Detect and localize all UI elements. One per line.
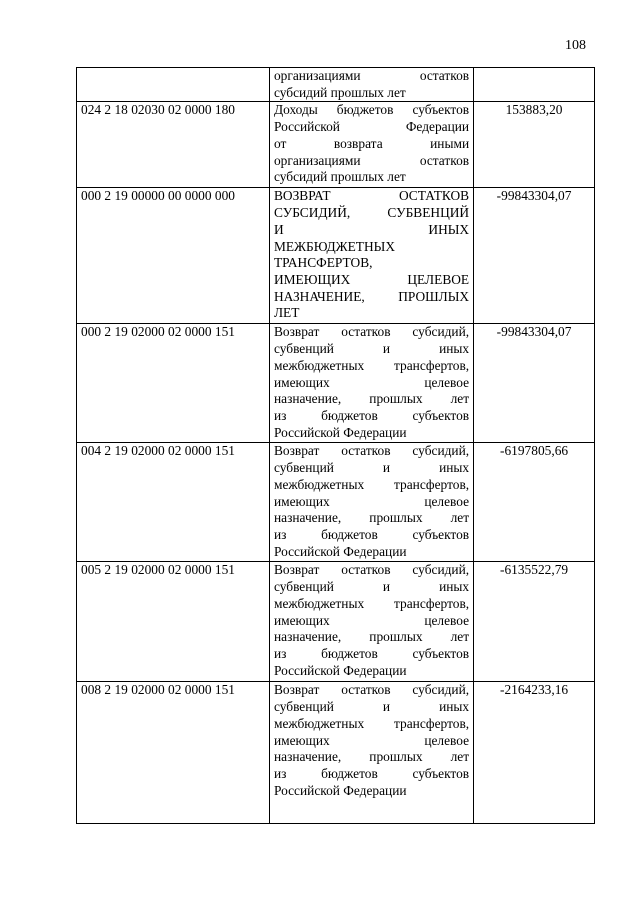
name-line: Возврат остатков субсидий, (273, 324, 470, 340)
name-line: Российской Федерации (273, 424, 407, 440)
name-line: из бюджетов субъектов (273, 765, 470, 781)
table-row (77, 562, 595, 682)
name-line: ЛЕТ (273, 305, 300, 321)
code-cell: 024 2 18 02030 02 0000 180 (77, 102, 270, 188)
name-line: назначение, прошлых лет (273, 629, 470, 645)
name-line: Российской Федерации (273, 662, 407, 678)
name-line: субвенций и иных (273, 699, 470, 715)
name-line: межбюджетных трансфертов, (273, 715, 470, 731)
code-cell: 008 2 19 02000 02 0000 151 (77, 682, 270, 824)
budget-revenue-table (76, 67, 595, 824)
name-line: Возврат остатков субсидий, (273, 562, 470, 578)
name-line: субсидий прошлых лет (273, 169, 406, 185)
table-row (77, 188, 595, 324)
name-line: Возврат остатков субсидий, (273, 682, 470, 698)
name-line: Доходы бюджетов субъектов (273, 102, 470, 118)
name-cell (269, 443, 473, 562)
name-line: субвенций и иных (273, 341, 470, 357)
table-row (77, 102, 595, 188)
table-row (77, 682, 595, 824)
table-row (77, 443, 595, 562)
name-line: СУБСИДИЙ, СУБВЕНЦИЙ (273, 205, 470, 221)
name-line: от возврата иными (273, 135, 470, 151)
name-line: ИМЕЮЩИХ ЦЕЛЕВОЕ (273, 271, 470, 287)
name-line: имеющих целевое (273, 732, 470, 748)
name-line: Российской Федерации (273, 543, 407, 559)
name-line: межбюджетных трансфертов, (273, 476, 470, 492)
name-line: Возврат остатков субсидий, (273, 443, 470, 459)
name-line: межбюджетных трансфертов, (273, 595, 470, 611)
name-line: назначение, прошлых лет (273, 391, 470, 407)
page-number: 108 (565, 38, 586, 53)
name-line: МЕЖБЮДЖЕТНЫХ (273, 238, 396, 254)
name-line: из бюджетов субъектов (273, 407, 470, 423)
name-line: организациями остатков (273, 152, 470, 168)
name-line: субвенций и иных (273, 460, 470, 476)
name-line: назначение, прошлых лет (273, 510, 470, 526)
amount-cell: -6135522,79 (474, 562, 595, 682)
code-cell: 005 2 19 02000 02 0000 151 (77, 562, 270, 682)
amount-cell: -99843304,07 (474, 188, 595, 324)
name-line: субсидий прошлых лет (273, 84, 406, 100)
name-line: из бюджетов субъектов (273, 526, 470, 542)
name-cell (269, 102, 473, 188)
name-line: ВОЗВРАТ ОСТАТКОВ (273, 188, 470, 204)
name-cell (269, 324, 473, 443)
name-line: назначение, прошлых лет (273, 749, 470, 765)
amount-cell: -99843304,07 (474, 324, 595, 443)
table-row (77, 68, 595, 102)
code-cell: 000 2 19 00000 00 0000 000 (77, 188, 270, 324)
name-cell (269, 562, 473, 682)
code-cell: 004 2 19 02000 02 0000 151 (77, 443, 270, 562)
name-cell (269, 68, 473, 102)
name-line: имеющих целевое (273, 493, 470, 509)
name-line: И ИНЫХ (273, 221, 470, 237)
name-line: межбюджетных трансфертов, (273, 357, 470, 373)
amount-cell: 153883,20 (474, 102, 595, 188)
name-line: субвенций и иных (273, 579, 470, 595)
name-line: имеющих целевое (273, 612, 470, 628)
amount-cell: -6197805,66 (474, 443, 595, 562)
name-line: имеющих целевое (273, 374, 470, 390)
code-cell (77, 68, 270, 102)
amount-cell (474, 68, 595, 102)
name-line: НАЗНАЧЕНИЕ, ПРОШЛЫХ (273, 288, 470, 304)
code-cell: 000 2 19 02000 02 0000 151 (77, 324, 270, 443)
table-row (77, 324, 595, 443)
amount-cell: -2164233,16 (474, 682, 595, 824)
name-line: Российской Федерации (273, 119, 470, 135)
name-cell (269, 188, 473, 324)
name-line: ТРАНСФЕРТОВ, (273, 255, 373, 271)
name-line: из бюджетов субъектов (273, 645, 470, 661)
name-line: Российской Федерации (273, 782, 407, 798)
name-cell (269, 682, 473, 824)
name-line: организациями остатков (273, 68, 470, 83)
